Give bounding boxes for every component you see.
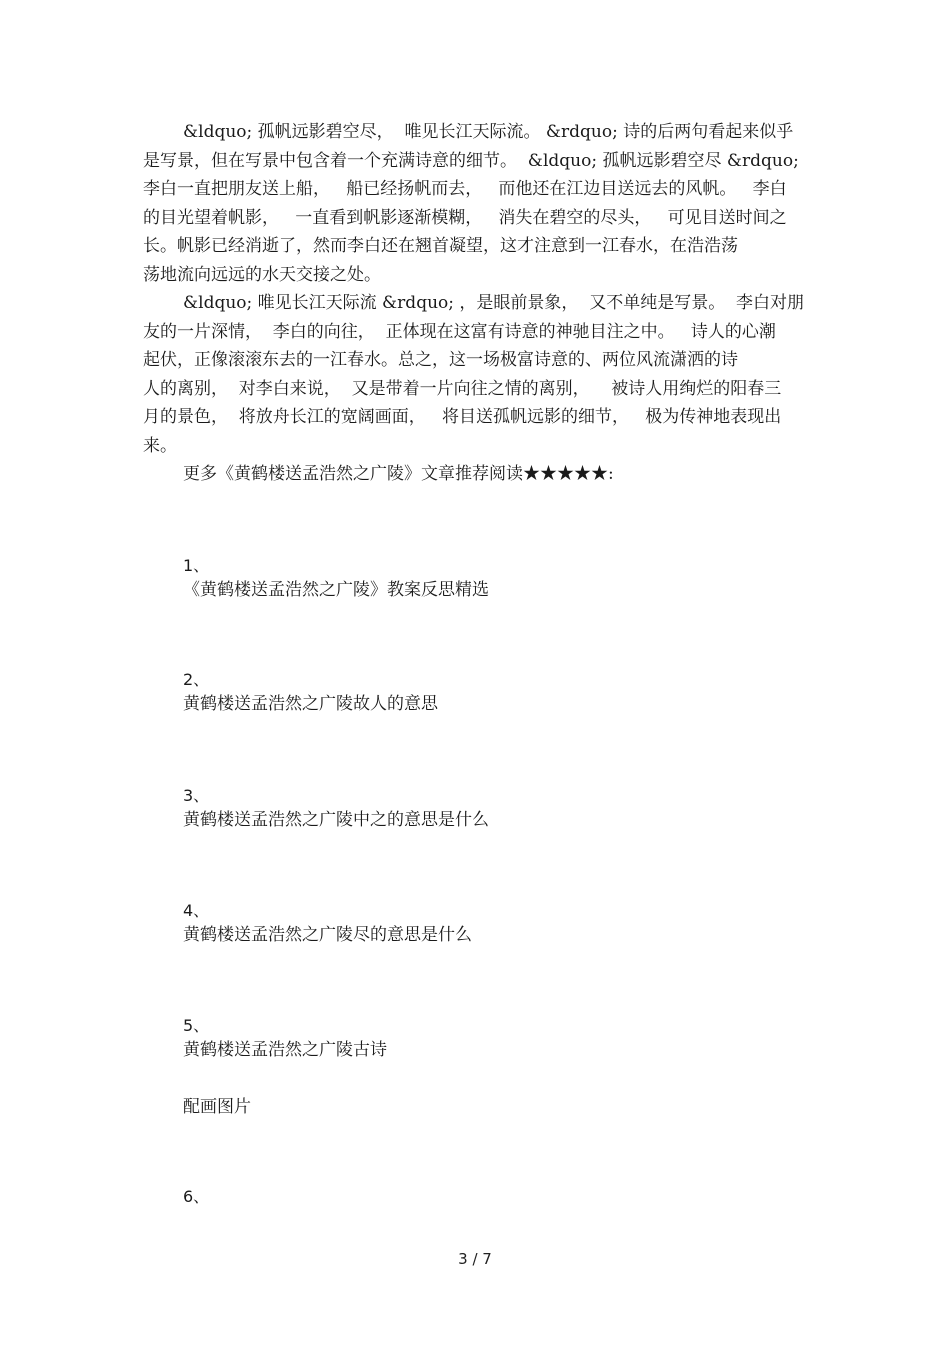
more-reading-heading: 更多《黄鹤楼送孟浩然之广陵》文章推荐阅读★★★★★: bbox=[183, 464, 614, 484]
list-item-link[interactable]: 黄鹤楼送孟浩然之广陵古诗 bbox=[183, 1040, 387, 1060]
list-item-link[interactable]: 《黄鹤楼送孟浩然之广陵》教案反思精选 bbox=[183, 580, 489, 600]
paragraph-line: 来。 bbox=[143, 435, 177, 456]
list-item-number: 4、 bbox=[183, 901, 210, 920]
paragraph-line: 友的一片深情， 李白的向往， 正体现在这富有诗意的神驰目注之中。 诗人的心潮 bbox=[143, 321, 776, 342]
list-item-number: 3、 bbox=[183, 786, 210, 805]
list-item-link[interactable]: 黄鹤楼送孟浩然之广陵中之的意思是什么 bbox=[183, 810, 489, 830]
paragraph-line: 李白一直把朋友送上船， 船已经扬帆而去， 而他还在江边目送远去的风帆。 李白 bbox=[143, 179, 787, 200]
paragraph-line: 月的景色， 将放舟长江的宽阔画面， 将目送孤帆远影的细节， 极为传神地表现出 bbox=[143, 407, 782, 428]
paragraph-line: 的目光望着帆影， 一直看到帆影逐渐模糊， 消失在碧空的尽头， 可见目送时间之 bbox=[143, 207, 787, 228]
paragraph-1 bbox=[143, 118, 823, 290]
list-item-number: 6、 bbox=[183, 1187, 210, 1206]
paragraph-line: 长。帆影已经消逝了，然而李白还在翘首凝望，这才注意到一江春水，在浩浩荡 bbox=[143, 236, 738, 257]
list-item-link[interactable]: 黄鹤楼送孟浩然之广陵尽的意思是什么 bbox=[183, 925, 472, 945]
paragraph-line: &ldquo; 孤帆远影碧空尽， 唯见长江天际流。 &rdquo; 诗的后两句看起来似乎 bbox=[183, 122, 794, 142]
list-item-subline: 配画图片 bbox=[183, 1097, 251, 1117]
paragraph-line: &ldquo; 唯见长江天际流 &rdquo; ，是眼前景象， 又不单纯是写景。 李白对朋 bbox=[183, 293, 805, 313]
paragraph-2 bbox=[143, 289, 823, 461]
list-item-link[interactable]: 黄鹤楼送孟浩然之广陵故人的意思 bbox=[183, 694, 438, 714]
page-number: 3 / 7 bbox=[458, 1250, 492, 1268]
list-item-number: 1、 bbox=[183, 556, 210, 575]
paragraph-line: 荡地流向远远的水天交接之处。 bbox=[143, 264, 381, 285]
paragraph-line: 是写景，但在写景中包含着一个充满诗意的细节。 &ldquo; 孤帆远影碧空尽 &rdquo; bbox=[143, 150, 799, 171]
paragraph-line: 人的离别， 对李白来说， 又是带着一片向往之情的离别， 被诗人用绚烂的阳春三 bbox=[143, 378, 782, 399]
list-item-number: 5、 bbox=[183, 1016, 210, 1035]
list-item-number: 2、 bbox=[183, 670, 210, 689]
paragraph-line: 起伏，正像滚滚东去的一江春水。总之，这一场极富诗意的、两位风流潇洒的诗 bbox=[143, 350, 738, 371]
